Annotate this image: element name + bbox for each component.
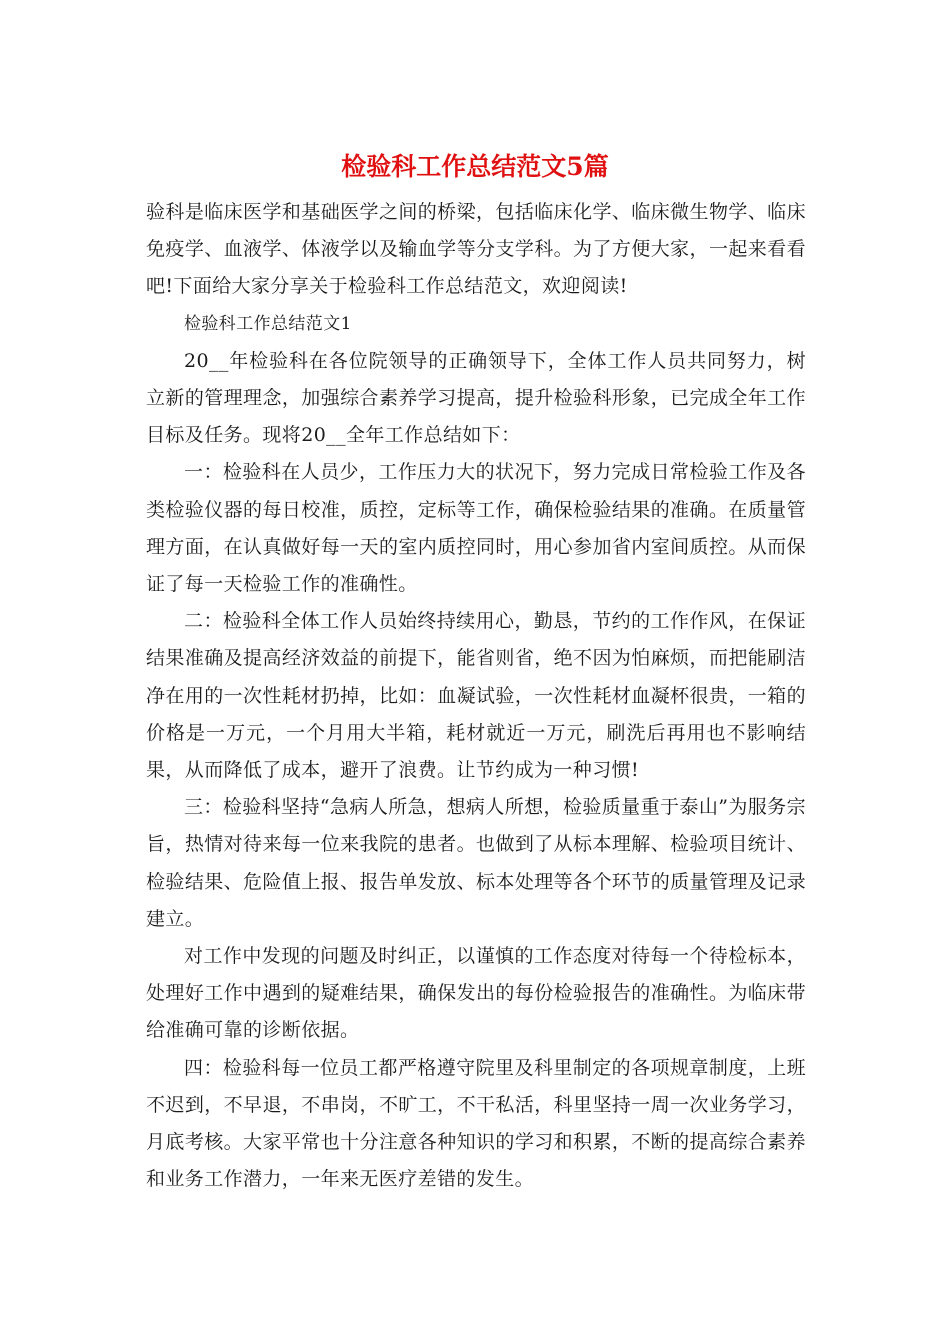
paragraph-point-two: 二：检验科全体工作人员始终持续用心，勤恳，节约的工作作风，在保证结果准确及提高经济效益的前提下，能省则省，绝不因为怕麻烦，而把能刷洁净在用的一次性耗材扔掉，比如：血凝试验，一次性耗材血凝杯很贵，一箱的价格是一万元，一个月用大半箱，耗材就近一万元，刷洗后再用也不影响结果，从而降低了成本，避开了浪费。让节约成为一种习惯!	[146, 610, 806, 782]
document-title: 检验科工作总结范文5篇	[341, 152, 609, 181]
paragraph-point-four: 四：检验科每一位员工都严格遵守院里及科里制定的各项规章制度，上班不迟到，不早退，不串岗，不旷工，不干私活，科里坚持一周一次业务学习，月底考核。大家平常也十分注意各种知识的学习和积累，不断的提高综合素养和业务工作潜力，一年来无医疗差错的发生。	[146, 1056, 806, 1191]
intro-paragraph: 验科是临床医学和基础医学之间的桥梁，包括临床化学、临床微生物学、临床免疫学、血液学、体液学以及输血学等分支学科。为了方便大家，一起来看看吧!下面给大家分享关于检验科工作总结范文，欢迎阅读!	[146, 201, 806, 298]
paragraph-followup: 对工作中发现的问题及时纠正，以谨慎的工作态度对待每一个待检标本，处理好工作中遇到的疑难结果，确保发出的每份检验报告的准确性。为临床带给准确可靠的诊断依据。	[146, 945, 806, 1042]
paragraph-overview: 20__年检验科在各位院领导的正确领导下，全体工作人员共同努力，树立新的管理理念，加强综合素养学习提高，提升检验科形象，已完成全年工作目标及任务。现将20__全年工作总结如下：	[146, 349, 806, 447]
paragraph-point-one: 一：检验科在人员少，工作压力大的状况下，努力完成日常检验工作及各类检验仪器的每日校准，质控，定标等工作，确保检验结果的准确。在质量管理方面，在认真做好每一天的室内质控同时，用心参加省内室间质控。从而保证了每一天检验工作的准确性。	[146, 461, 806, 596]
section-heading: 检验科工作总结范文1	[184, 313, 352, 334]
paragraph-point-three: 三：检验科坚持“急病人所急，想病人所想，检验质量重于泰山”为服务宗旨，热情对待来每一位来我院的患者。也做到了从标本理解、检验项目统计、检验结果、危险值上报、报告单发放、标本处理等各个环节的质量管理及记录建立。	[146, 796, 806, 930]
document-body	[146, 194, 806, 1198]
